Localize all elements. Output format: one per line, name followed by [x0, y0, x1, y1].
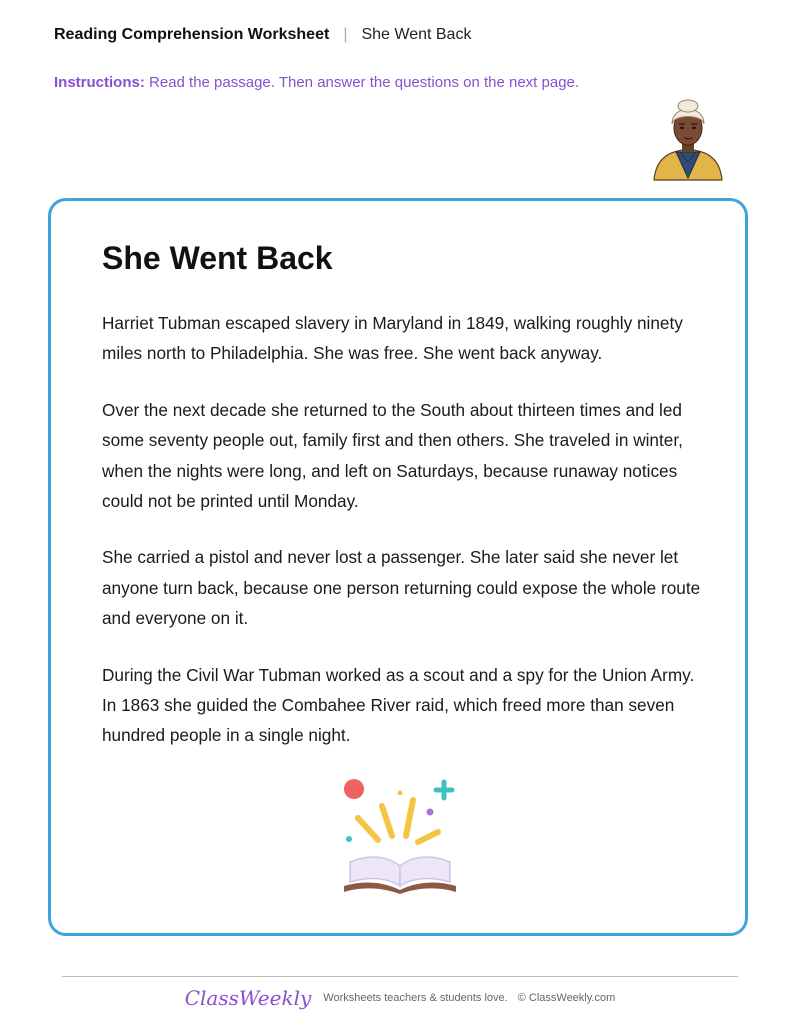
- footer-divider: [62, 976, 738, 977]
- passage-title: She Went Back: [102, 240, 333, 276]
- footer-tagline: Worksheets teachers & students love.: [323, 992, 508, 1004]
- header-separator: |: [343, 26, 348, 43]
- worksheet-type: Reading Comprehension Worksheet: [54, 26, 330, 43]
- passage-paragraph: Harriet Tubman escaped slavery in Maryland in 1849, walking roughly ninety miles north to Philadelphia. She was free. She went back anyway.: [102, 313, 683, 364]
- passage-paragraph: Over the next decade she returned to the South about thirteen times and led some seventy people out, family first and then others. She traveled in winter, when the nights were long, and left on Saturdays, because runaway notices could not be printed until Monday.: [102, 399, 683, 512]
- footer-copyright: © ClassWeekly.com: [517, 992, 616, 1004]
- passage-body: [102, 308, 712, 777]
- worksheet-topic: She Went Back: [361, 26, 472, 43]
- instructions: [54, 74, 579, 91]
- open-book-sparkle-icon: [338, 776, 462, 898]
- passage-paragraph: During the Civil War Tubman worked as a scout and a spy for the Union Army. In 1863 she guided the Combahee River raid, which freed more than seven hundred people in a single night.: [102, 664, 695, 746]
- brand-logo: ClassWeekly: [184, 986, 312, 1010]
- worksheet-header: [54, 26, 471, 44]
- passage-paragraph: She carried a pistol and never lost a passenger. She later said she never let anyone turn back, because one person returning could expose the whole route and everyone on it.: [102, 547, 701, 629]
- instructions-text: Read the passage. Then answer the questions on the next page.: [149, 74, 580, 91]
- instructions-label: Instructions:: [54, 74, 145, 91]
- woman-portrait-icon: [650, 92, 726, 184]
- footer: [0, 986, 800, 1010]
